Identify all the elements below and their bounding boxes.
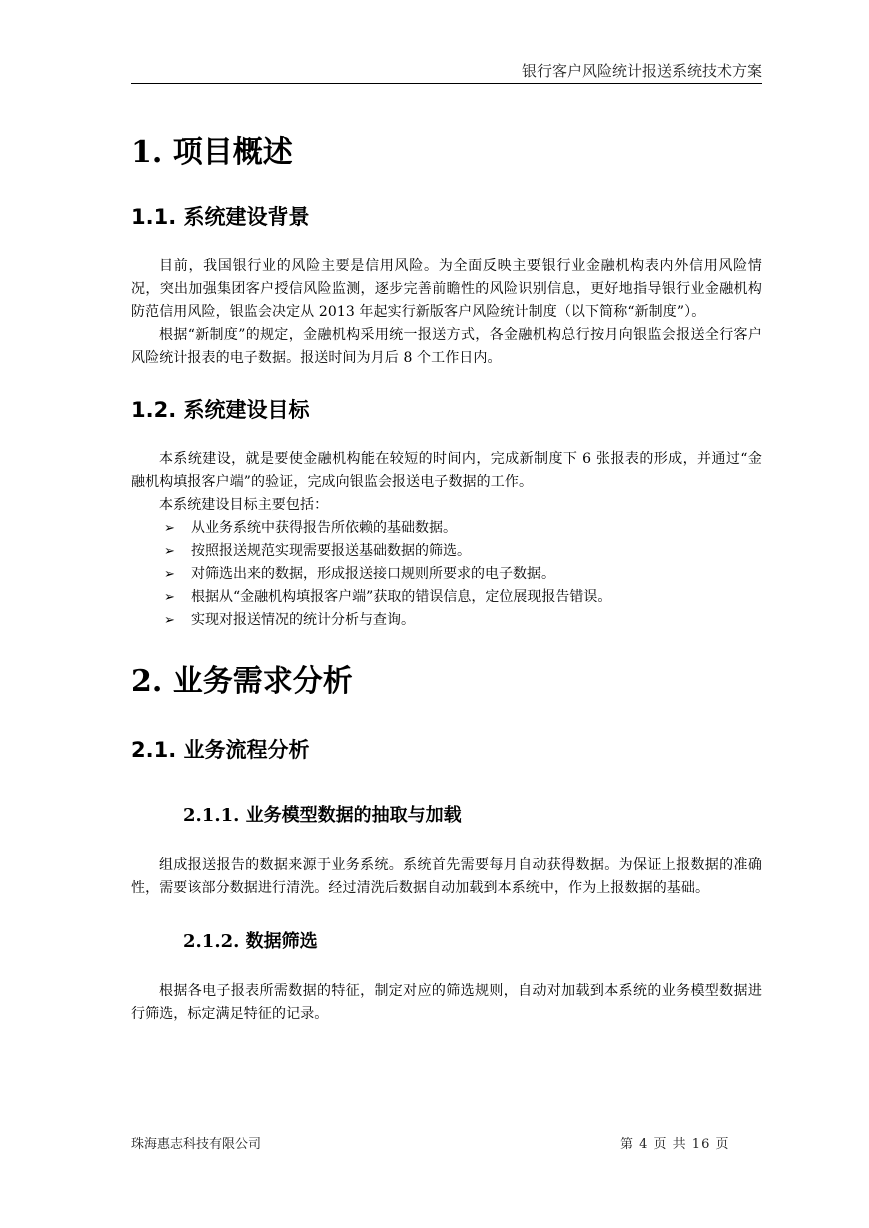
header-divider <box>131 83 762 84</box>
section-2-1-1-heading: 2.1.1. 业务模型数据的抽取与加载 <box>183 805 462 826</box>
list-item: ➢ 根据从“金融机构填报客户端”获取的错误信息，定位展现报告错误。 <box>131 586 762 609</box>
arrow-bullet-icon: ➢ <box>164 590 175 605</box>
arrow-bullet-icon: ➢ <box>164 544 175 559</box>
section-1-heading: 1. 项目概述 <box>131 135 293 170</box>
arrow-bullet-icon: ➢ <box>164 521 175 536</box>
list-item: ➢ 对筛选出来的数据，形成报送接口规则所要求的电子数据。 <box>131 563 762 586</box>
section-1-1-paragraph-2: 根据“新制度”的规定，金融机构采用统一报送方式，各金融机构总行按月向银监会报送全行客户风险统计报表的电子数据。报送时间为月后 8 个工作日内。 <box>131 327 762 366</box>
arrow-bullet-icon: ➢ <box>164 613 175 628</box>
footer-company-name: 珠海惠志科技有限公司 <box>131 1137 262 1152</box>
footer-page-number: 第 4 页 共 16 页 <box>620 1137 730 1152</box>
section-2-1-2-paragraph: 根据各电子报表所需数据的特征，制定对应的筛选规则，自动对加载到本系统的业务模型数据进行筛选，标定满足特征的记录。 <box>131 983 762 1022</box>
section-2-1-heading: 2.1. 业务流程分析 <box>131 738 310 762</box>
list-item: ➢ 实现对报送情况的统计分析与查询。 <box>131 609 762 632</box>
section-2-heading: 2. 业务需求分析 <box>131 664 353 699</box>
section-1-1-heading: 1.1. 系统建设背景 <box>131 205 310 229</box>
section-1-1-paragraph-1: 目前，我国银行业的风险主要是信用风险。为全面反映主要银行业金融机构表内外信用风险情况，突出加强集团客户授信风险监测，逐步完善前瞻性的风险识别信息，更好地指导银行业金融机构防范信用风险，银监会决定从 2013 年起实行新版客户风险统计制度（以下简称“新制度”）。 <box>131 258 762 320</box>
goals-list <box>131 517 762 632</box>
section-2-1-2-heading: 2.1.2. 数据筛选 <box>183 931 318 952</box>
list-item: ➢ 按照报送规范实现需要报送基础数据的筛选。 <box>131 540 762 563</box>
section-1-2-paragraph-2: 本系统建设目标主要包括： <box>159 497 329 513</box>
section-2-1-1-paragraph: 组成报送报告的数据来源于业务系统。系统首先需要每月自动获得数据。为保证上报数据的准确性，需要该部分数据进行清洗。经过清洗后数据自动加载到本系统中，作为上报数据的基础。 <box>131 857 762 896</box>
list-item: ➢ 从业务系统中获得报告所依赖的基础数据。 <box>131 517 762 540</box>
arrow-bullet-icon: ➢ <box>164 567 175 582</box>
section-1-2-paragraph-1: 本系统建设，就是要使金融机构能在较短的时间内，完成新制度下 6 张报表的形成，并通过“金融机构填报客户端”的验证，完成向银监会报送电子数据的工作。 <box>131 451 762 490</box>
page-header-title: 银行客户风险统计报送系统技术方案 <box>521 62 762 80</box>
section-1-2-heading: 1.2. 系统建设目标 <box>131 398 310 422</box>
page-content <box>131 95 762 1026</box>
